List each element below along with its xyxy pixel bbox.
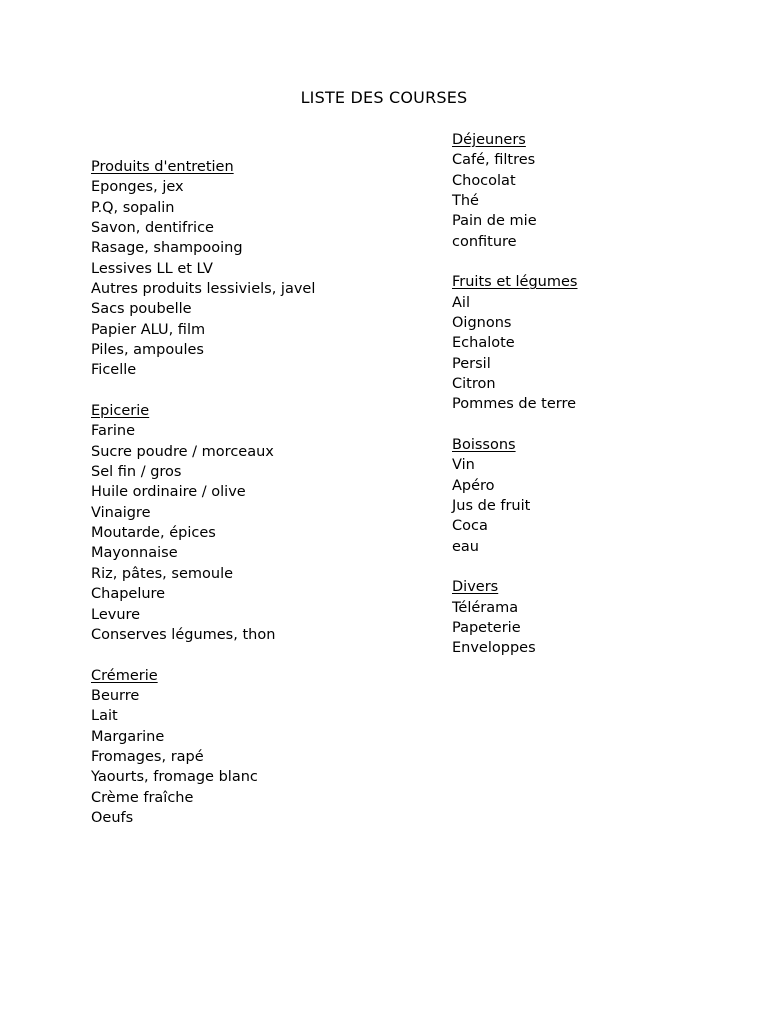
list-item: Vinaigre: [91, 504, 151, 521]
list-item: confiture: [452, 233, 517, 250]
list-item: Conserves légumes, thon: [91, 626, 276, 643]
list-item: Café, filtres: [452, 152, 536, 169]
section-fruits-legumes: [452, 272, 768, 414]
list-item: Sacs poubelle: [91, 301, 192, 318]
list-item: Levure: [91, 606, 141, 623]
item-list: [452, 455, 768, 557]
list-item: Huile ordinaire / olive: [91, 484, 246, 501]
list-item: Beurre: [91, 687, 140, 704]
item-list: [452, 150, 768, 252]
list-item: Lait: [91, 708, 118, 725]
section-cremerie: [91, 666, 421, 829]
list-item: Ail: [452, 294, 470, 311]
list-item: Coca: [452, 518, 488, 535]
section-dejeuners: [452, 130, 768, 252]
item-list: [452, 598, 768, 659]
list-item: Apéro: [452, 477, 495, 494]
section-heading: Divers: [452, 579, 499, 596]
list-item: Autres produits lessiviels, javel: [91, 281, 316, 298]
list-item: Mayonnaise: [91, 545, 178, 562]
list-item: Eponges, jex: [91, 179, 184, 196]
list-item: Vin: [452, 457, 475, 474]
section-boissons: [452, 435, 768, 557]
list-item: Margarine: [91, 728, 165, 745]
list-item: Lessives LL et LV: [91, 260, 213, 277]
list-item: Piles, ampoules: [91, 342, 204, 359]
section-heading: Fruits et légumes: [452, 274, 578, 291]
section-heading: Crémerie: [91, 667, 158, 684]
list-item: Jus de fruit: [452, 498, 531, 515]
page-title: LISTE DES COURSES: [300, 88, 468, 107]
list-item: Papier ALU, film: [91, 321, 206, 338]
list-item: Télérama: [452, 599, 519, 616]
item-list: [91, 686, 421, 828]
section-produits-entretien: [91, 157, 421, 381]
list-item: Thé: [452, 193, 479, 210]
list-item: Crème fraîche: [91, 789, 194, 806]
section-epicerie: [91, 401, 421, 645]
list-item: Ficelle: [91, 362, 137, 379]
list-item: Pain de mie: [452, 213, 537, 230]
list-item: Citron: [452, 376, 496, 393]
list-item: Persil: [452, 355, 491, 372]
section-heading: Produits d'entretien: [91, 159, 234, 175]
list-item: Savon, dentifrice: [91, 220, 214, 237]
list-item: Sel fin / gros: [91, 464, 182, 481]
list-item: Echalote: [452, 335, 515, 352]
list-item: Chocolat: [452, 172, 516, 189]
section-divers: [452, 577, 768, 658]
list-item: Chapelure: [91, 586, 166, 603]
list-item: Enveloppes: [452, 640, 536, 657]
item-list: [452, 293, 768, 415]
list-item: Papeterie: [452, 620, 521, 637]
item-list: [91, 177, 421, 380]
list-item: P.Q, sopalin: [91, 199, 175, 216]
section-heading: Boissons: [452, 437, 516, 454]
list-item: Farine: [91, 423, 135, 440]
list-item: Pommes de terre: [452, 396, 577, 413]
list-item: Moutarde, épices: [91, 525, 216, 542]
list-item: Oignons: [452, 315, 512, 332]
list-item: Rasage, shampooing: [91, 240, 243, 257]
section-heading: Epicerie: [91, 403, 150, 420]
item-list: [91, 421, 421, 645]
right-column: [452, 130, 768, 679]
list-item: Yaourts, fromage blanc: [91, 769, 258, 786]
list-item: Riz, pâtes, semoule: [91, 565, 234, 582]
list-item: Fromages, rapé: [91, 748, 204, 765]
section-heading: Déjeuners: [452, 132, 526, 148]
list-item: Oeufs: [91, 809, 134, 826]
list-item: Sucre poudre / morceaux: [91, 443, 274, 460]
left-column: [91, 157, 421, 849]
list-item: eau: [452, 538, 479, 555]
